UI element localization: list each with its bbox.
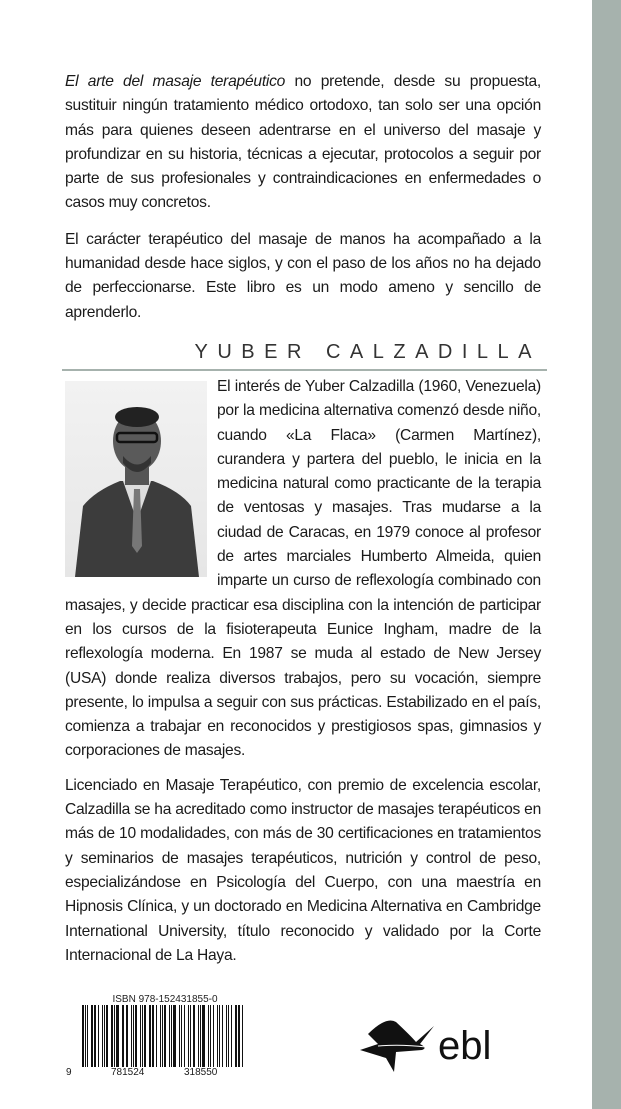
barcode-bar: [91, 1005, 93, 1067]
barcode-bar: [222, 1005, 223, 1067]
barcode-bar: [164, 1005, 166, 1067]
barcode-bar: [188, 1005, 189, 1067]
barcode-digits-2: 781524: [111, 1067, 145, 1079]
barcode-bar: [122, 1005, 123, 1067]
barcode-bar: [231, 1005, 232, 1067]
barcode-bar: [106, 1005, 108, 1067]
barcode-bar: [131, 1005, 132, 1067]
barcode-bar: [142, 1005, 143, 1067]
barcode-bar: [228, 1005, 230, 1067]
barcode-bar: [87, 1005, 88, 1067]
author-name: YUBER CALZADILLA: [194, 340, 541, 363]
barcode-bar: [152, 1005, 154, 1067]
author-bio: [65, 375, 541, 968]
barcode-bar: [149, 1005, 151, 1067]
bio-paragraph-1: El interés de Yuber Calzadilla (1960, Venezuela) por la medicina alternativa comenzó desde niño, cuando «La Flaca» (Carmen Martínez), curandera y partera del pueblo, le inicia en la medicina natural como practicante de la terapia de ventosas y masajes. Tras mudarse a la ciudad de Caracas, en 1979 conoce al profesor de artes marciales Humberto Almeida, quien imparte un curso de reflexología combinado con masajes, y decide practicar esa disciplina con la intención de participar en los cursos de la fisioterapeuta Eunice Ingham, madre de la reflexología moderna. En 1987 se muda al estado de New Jersey (USA) donde realiza diversos trabajos, pero su vocación, siempre presente, lo impulsa a seguir con sus prácticas. Estabilizado en el país, comienza a trabajar en reconocidos y prestigiosos spas, gimnasios y corporaciones de masajes.: [65, 377, 541, 760]
book-spine: [592, 0, 621, 1109]
barcode-bar: [140, 1005, 141, 1067]
barcode-bar: [179, 1005, 181, 1067]
barcode-bar: [171, 1005, 172, 1067]
barcode-bar: [219, 1005, 221, 1067]
barcode-bar: [200, 1005, 201, 1067]
barcode-bar: [162, 1005, 163, 1067]
publisher-logo: [356, 1014, 531, 1079]
barcode-bar: [208, 1005, 209, 1067]
blurb-text: no pretende, desde su propuesta, sustituir ningún tratamiento médico ortodoxo, tan solo ser una opción más para quienes deseen adentrarse en el universo del masaje y profundizar en su historia, técnicas a ejecutar, protocolos a seguir por parte de sus profesionales y contraindicaciones en enfermedades o casos muy concretos.: [65, 73, 541, 212]
barcode-bar: [235, 1005, 237, 1067]
barcode-bar: [173, 1005, 175, 1067]
barcode-bar: [114, 1005, 115, 1067]
isbn-barcode: [66, 994, 246, 1079]
barcode-bar: [210, 1005, 212, 1067]
barcode-bar: [156, 1005, 157, 1067]
barcode-bar: [126, 1005, 128, 1067]
barcode-bar: [102, 1005, 103, 1067]
book-title: El arte del masaje terapéutico: [65, 73, 286, 90]
barcode-bar: [111, 1005, 113, 1067]
footer: [65, 994, 541, 1079]
barcode-bar: [85, 1005, 86, 1067]
divider: [62, 369, 547, 371]
blurb-paragraph-1: [65, 70, 541, 216]
barcode-bar: [181, 1005, 182, 1067]
author-photo: [65, 381, 207, 577]
barcode-bar: [193, 1005, 195, 1067]
barcode-bar: [238, 1005, 240, 1067]
barcode-bar: [202, 1005, 204, 1067]
barcode-bar: [190, 1005, 192, 1067]
barcode-bar: [82, 1005, 84, 1067]
barcode-bar: [217, 1005, 218, 1067]
barcode-bar: [94, 1005, 96, 1067]
barcode-bars: [82, 1005, 246, 1067]
isbn-label: ISBN 978-152431855-0: [112, 994, 218, 1006]
publisher-logo-text: ebl: [438, 1024, 492, 1069]
barcode-bar: [198, 1005, 199, 1067]
barcode-bar: [144, 1005, 146, 1067]
barcode-bar: [226, 1005, 227, 1067]
barcode-bar: [184, 1005, 185, 1067]
barcode-bar: [213, 1005, 214, 1067]
barcode-bar: [104, 1005, 105, 1067]
barcode-bar: [160, 1005, 161, 1067]
barcode-bar: [116, 1005, 118, 1067]
barcode-digits-3: 318550: [184, 1067, 218, 1079]
bio-paragraph-2: Licenciado en Masaje Terapéutico, con premio de excelencia escolar, Calzadilla se ha acreditado como instructor de masajes terapéuticos en más de 10 modalidades, con más de 30 certificaciones en tratamientos y seminarios de masajes terapéuticos, nutrición y control de peso, especializándose en Psicología del Cuerpo, con una maestría en Hipnosis Clínica, y un doctorado en Medicina Alternativa en Cambridge International University, título reconocido y validado por la Corte Internacional de La Haya.: [65, 776, 541, 964]
barcode-bar: [135, 1005, 137, 1067]
barcode-bar: [123, 1005, 124, 1067]
barcode-bar: [242, 1005, 243, 1067]
barcode-bar: [169, 1005, 170, 1067]
barcode-bar: [133, 1005, 134, 1067]
barcode-digit-1: 9: [66, 1067, 72, 1079]
back-cover-content: [65, 0, 541, 1109]
blurb-paragraph-2: El carácter terapéutico del masaje de manos ha acompañado a la humanidad desde hace siglos, y con el paso de los años no ha dejado de perfeccionarse. Este libro es un modo ameno y sencillo de aprenderlo.: [65, 230, 541, 321]
barcode-bar: [98, 1005, 99, 1067]
